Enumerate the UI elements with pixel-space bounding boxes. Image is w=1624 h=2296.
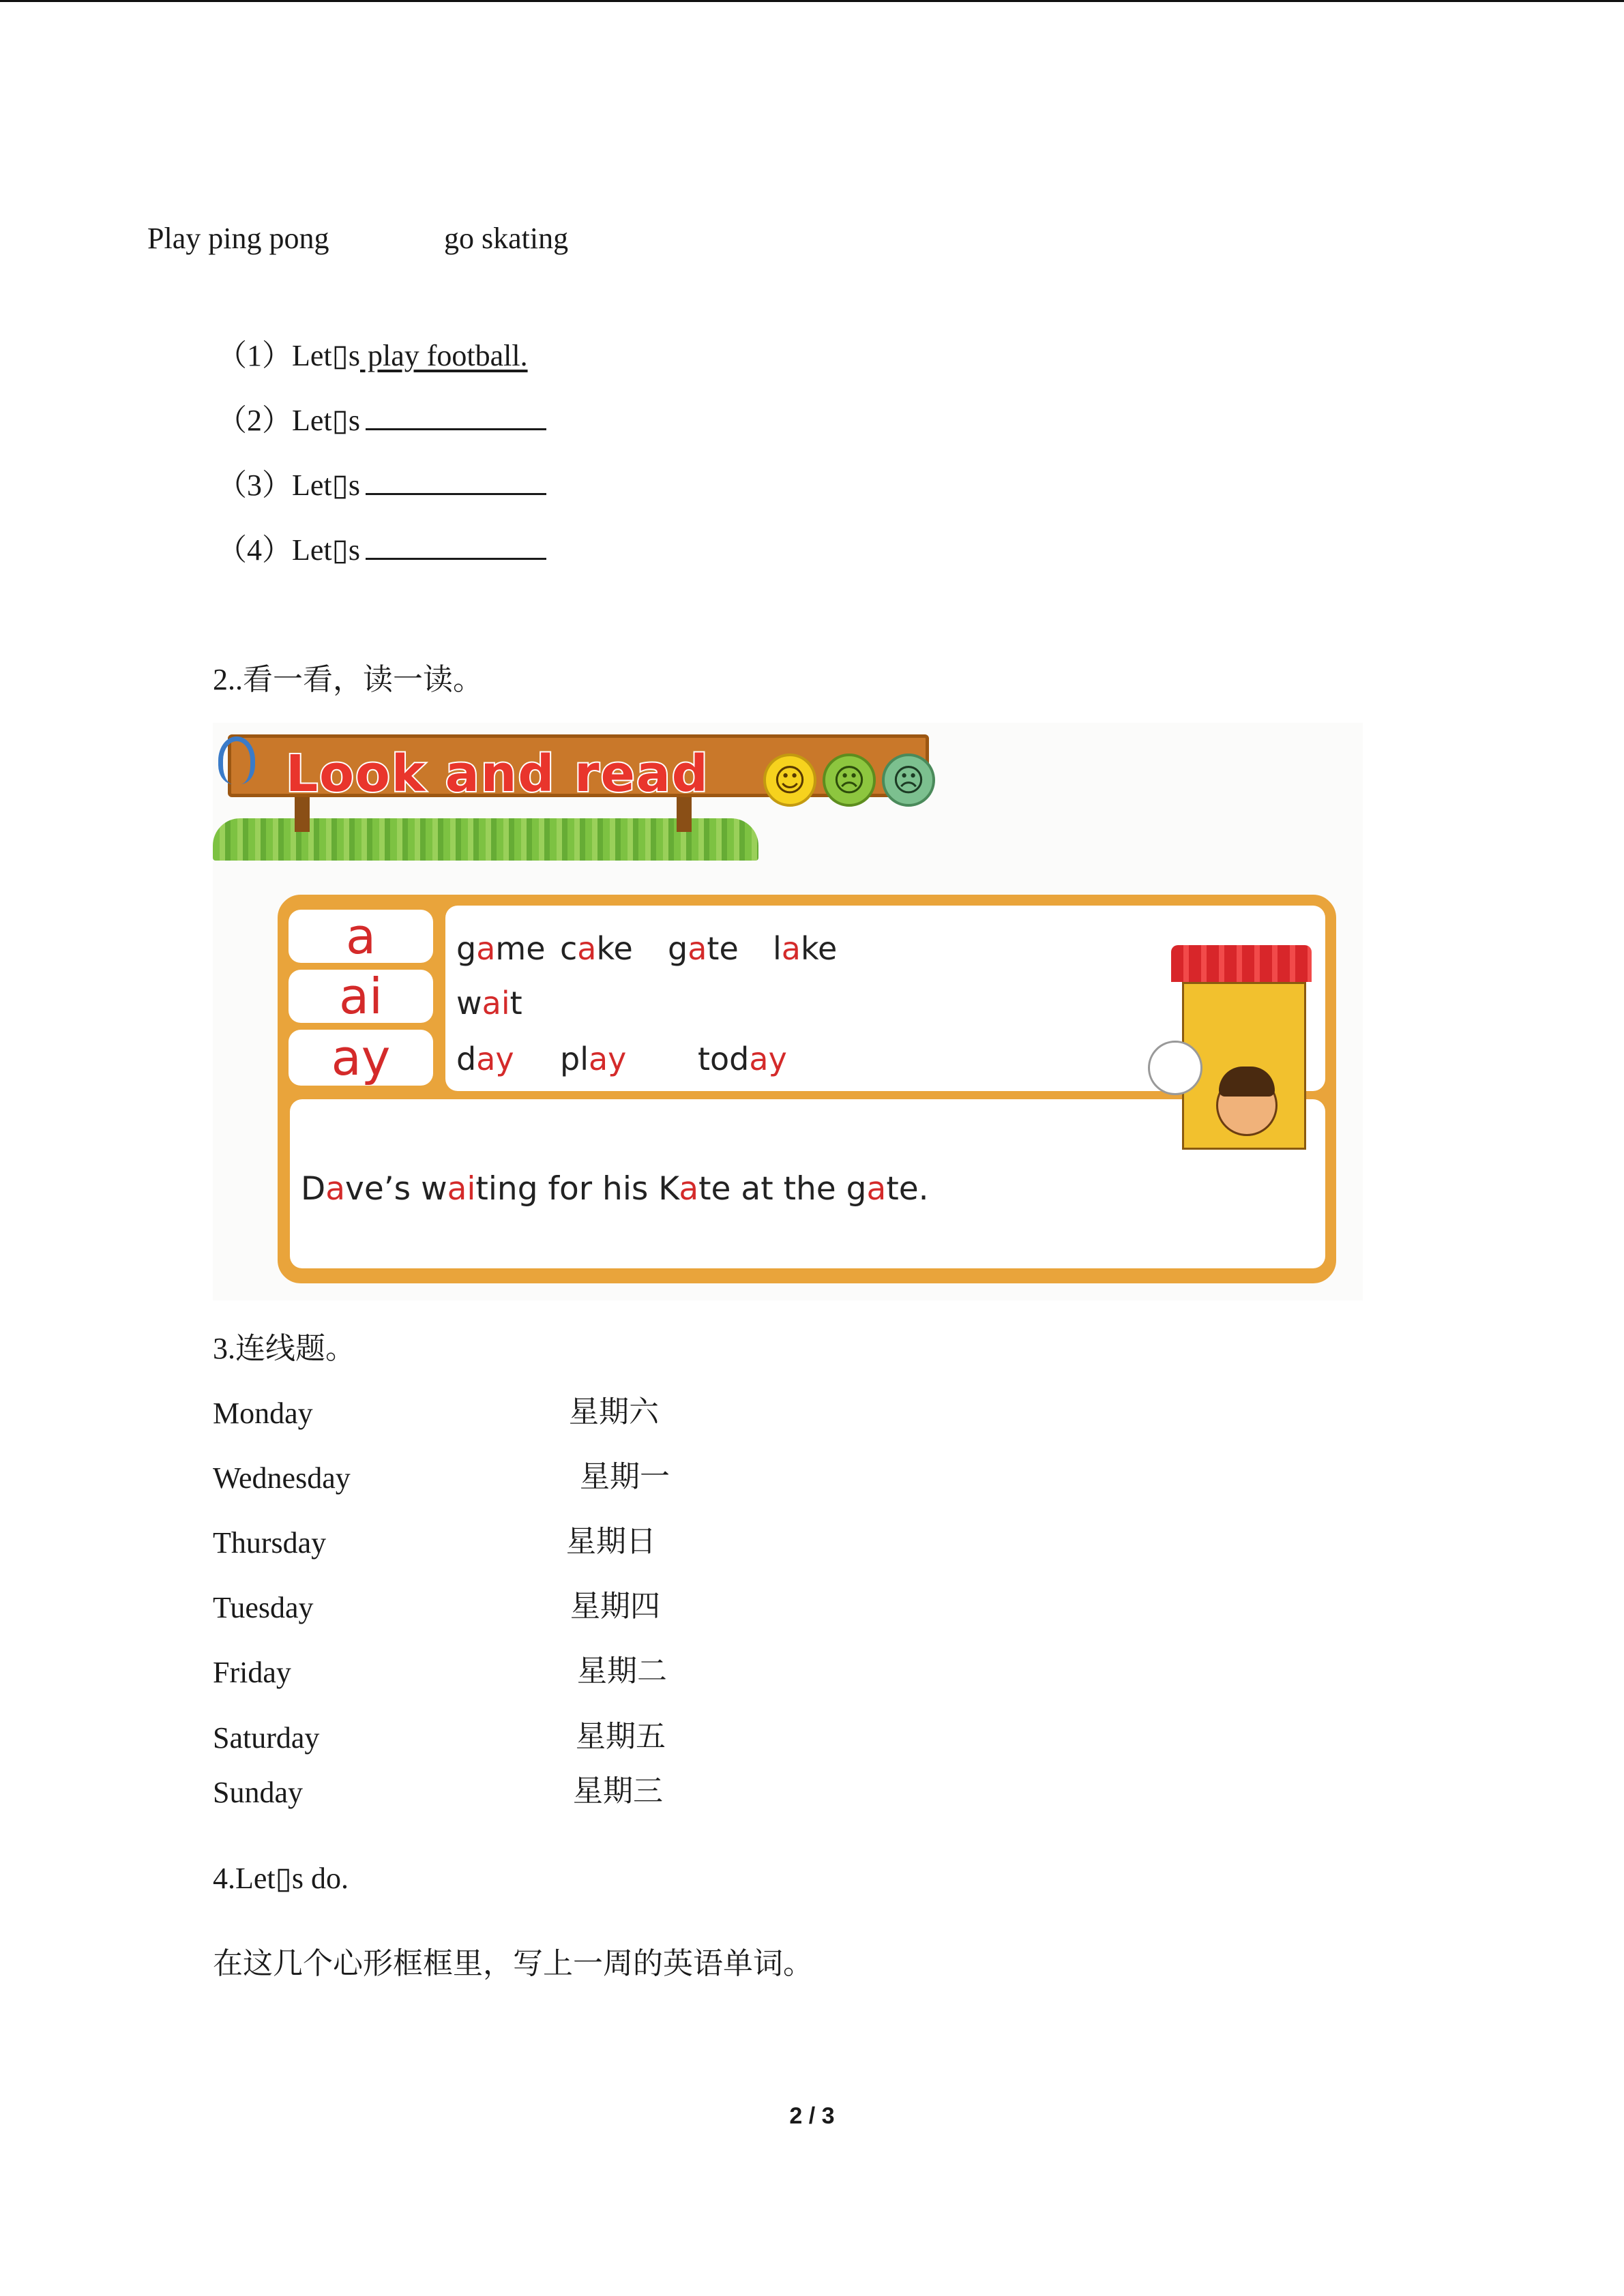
item-number: （3）: [217, 468, 292, 502]
house-illustration: [1148, 945, 1312, 1150]
highlighted-letters: a: [688, 930, 707, 967]
headphones-icon: [218, 736, 255, 784]
item-lead: Let▯s: [292, 339, 360, 372]
thought-bubble: [1148, 1041, 1202, 1095]
item-lead: Let▯s: [292, 404, 360, 437]
phonics-frame: [278, 895, 1336, 1283]
sentence-fragment: ve’s w: [345, 1170, 447, 1208]
section-heading-lets-do: 4.Let▯s do.: [213, 1862, 349, 1895]
weekday-chinese: 星期五: [576, 1720, 666, 1753]
phonics-sentence: [301, 1170, 929, 1208]
sad-face-icon: ☹: [882, 754, 935, 807]
highlighted-letters: ay: [476, 1041, 514, 1077]
sentence-fragment: ting for his K: [475, 1170, 679, 1208]
highlighted-letters: ai: [482, 985, 510, 1022]
weekday-chinese: 星期日: [566, 1525, 656, 1558]
phonics-word: wait: [456, 985, 522, 1022]
page-number: 2 / 3: [789, 2103, 835, 2129]
instruction-text: 在这几个心形框框里，写上一周的英语单词。: [213, 1947, 813, 1980]
look-and-read-picture: [213, 723, 1363, 1300]
weekday-chinese: 星期四: [570, 1590, 660, 1623]
highlighted-letters: a: [679, 1170, 699, 1208]
phrase-skating: go skating: [444, 222, 569, 255]
highlighted-letters: a: [866, 1170, 887, 1208]
exercise-item: [217, 406, 546, 436]
phonics-word: day: [456, 1041, 514, 1077]
highlighted-letters: ai: [447, 1170, 476, 1208]
item-answer: play football.: [359, 339, 528, 372]
section-heading-look-read: 2..看一看，读一读。: [213, 663, 483, 696]
highlighted-letters: ay: [749, 1041, 787, 1077]
neutral-face-icon: ☹: [823, 754, 876, 807]
weekday-english: Saturday: [213, 1721, 320, 1755]
phonics-word: cake: [560, 930, 633, 967]
exercise-item: [217, 468, 546, 502]
letter-box-ai: ai: [289, 970, 433, 1023]
highlighted-letters: ay: [588, 1041, 627, 1077]
top-border: [0, 0, 1624, 2]
section-heading-matching: 3.连线题。: [213, 1332, 355, 1365]
weekday-chinese: 星期六: [569, 1395, 659, 1429]
item-number: （2）: [217, 404, 292, 437]
weekday-english: Friday: [213, 1656, 291, 1689]
answer-blank[interactable]: [366, 471, 546, 495]
weekday-chinese: 星期一: [580, 1460, 670, 1493]
answer-blank[interactable]: [366, 536, 546, 560]
highlighted-letters: a: [476, 930, 496, 967]
weekday-chinese: 星期三: [573, 1774, 663, 1808]
weekday-english: Thursday: [213, 1526, 327, 1560]
weekday-english: Tuesday: [213, 1591, 314, 1624]
sign-title: Look and read: [286, 745, 709, 803]
letter-box-a: a: [289, 910, 433, 963]
phonics-word: game: [456, 930, 546, 967]
phonics-word: today: [698, 1041, 787, 1077]
weekday-english: Monday: [213, 1397, 313, 1430]
phonics-word: play: [560, 1041, 627, 1077]
sentence-fragment: te.: [886, 1170, 929, 1208]
answer-blank[interactable]: [366, 406, 546, 430]
smile-face-icon: ☺: [763, 754, 816, 807]
letter-box-ay: ay: [289, 1030, 433, 1086]
exercise-item: [217, 535, 546, 565]
highlighted-letters: a: [325, 1170, 346, 1208]
phonics-word: lake: [773, 930, 838, 967]
item-lead: Let▯s: [292, 533, 360, 567]
exercise-item: [217, 341, 528, 371]
highlighted-letters: a: [577, 930, 597, 967]
sentence-fragment: D: [301, 1170, 326, 1208]
weekday-chinese: 星期二: [577, 1654, 667, 1688]
weekday-english: Sunday: [213, 1776, 303, 1809]
highlighted-letters: a: [781, 930, 801, 967]
phrase-ping-pong: Play ping pong: [147, 222, 329, 255]
item-lead: Let▯s: [292, 468, 360, 502]
item-number: （1）: [217, 339, 292, 372]
awning: [1171, 945, 1312, 982]
item-number: （4）: [217, 533, 292, 567]
weekday-english: Wednesday: [213, 1461, 351, 1495]
sentence-fragment: te at the g: [698, 1170, 867, 1208]
phonics-word: gate: [668, 930, 739, 967]
